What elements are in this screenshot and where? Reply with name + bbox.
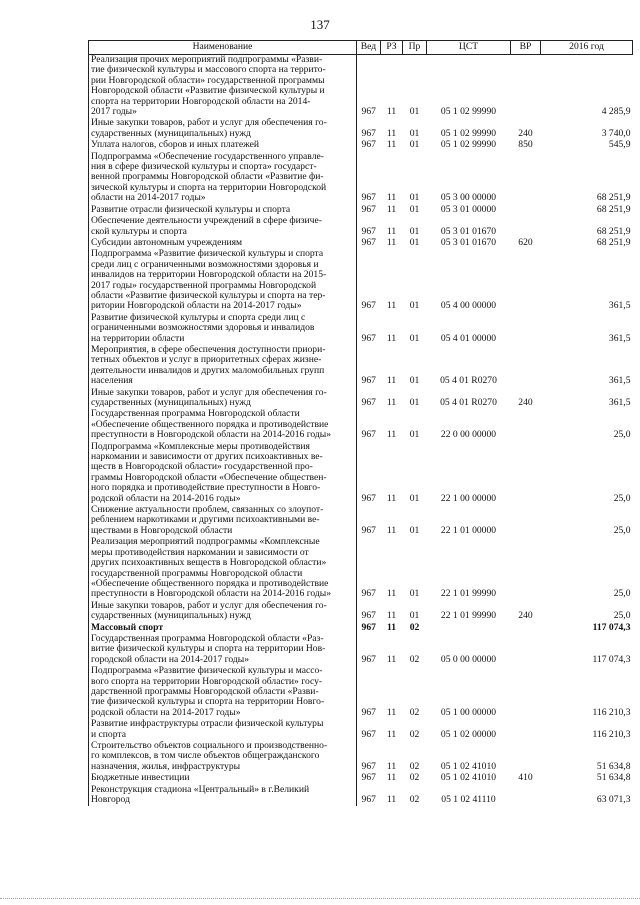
row-pr: 02: [409, 794, 420, 806]
row-name-line: Обеспечение деятельности учреждений в сфере физиче-: [91, 216, 322, 227]
row-sum: 68 251,9: [596, 203, 631, 215]
table-row: [89, 140, 633, 151]
row-ved: 967: [361, 203, 376, 215]
row-ved: 967: [361, 127, 376, 139]
row-vr: [511, 313, 541, 345]
table-row: [89, 773, 633, 784]
row-name-line: реблением наркотиками и другими психоактивными ве-: [91, 515, 320, 526]
row-name: [89, 505, 357, 537]
row-sum: 116 210,3: [592, 706, 631, 718]
table-row: [89, 741, 633, 773]
row-name: [89, 118, 357, 140]
row-ved: 967: [361, 794, 376, 806]
row-pr: 02: [409, 621, 420, 633]
row-cst: 05 4 01 00000: [440, 332, 497, 344]
table-row: [89, 238, 633, 249]
row-vr: [511, 409, 541, 441]
row-vr: [511, 785, 541, 807]
row-vr: [511, 537, 541, 600]
row-name-line: городской области на 2014-2017 годы»: [91, 654, 250, 665]
row-vr: [511, 345, 541, 388]
row-sum: 68 251,9: [596, 192, 631, 204]
row-vr: 240: [518, 127, 533, 139]
row-name-line: назначения, жилья, инфраструктуры: [91, 761, 241, 772]
row-pr: 01: [409, 139, 420, 151]
row-pr: 01: [409, 236, 420, 248]
row-name: [89, 785, 357, 807]
row-rz: 11: [386, 653, 397, 665]
row-name-line: «Обеспечение общественного порядка и противодействие: [91, 419, 329, 430]
row-name-line: наркомании и зависимости от других психоактивных ве-: [91, 452, 323, 463]
row-name: [89, 634, 357, 666]
row-name-line: Развитие отрасли физической культуры и спорта: [91, 204, 291, 215]
row-rz: 11: [386, 621, 397, 633]
row-pr: 01: [409, 332, 420, 344]
row-cst: 05 1 02 99990: [440, 106, 497, 118]
row-name: [89, 152, 357, 205]
row-rz: 11: [386, 492, 397, 504]
row-vr: 240: [518, 397, 533, 408]
row-name-line: Бюджетные инвестиции: [91, 773, 190, 784]
row-name-line: ществ в Новгородской области» государственной про-: [91, 462, 313, 473]
row-name: [89, 140, 357, 151]
table-row: [89, 601, 633, 623]
row-cst: 22 1 01 00000: [440, 524, 497, 536]
table-row: [89, 205, 633, 216]
row-ved: 967: [361, 524, 376, 536]
row-name-line: Развитие физической культуры и спорта среди лиц с: [91, 312, 306, 323]
row-ved: 967: [361, 139, 376, 151]
row-cst: 05 1 02 41010: [440, 760, 497, 772]
row-rz: 11: [386, 375, 397, 387]
table-row: [89, 623, 633, 634]
row-vr: [511, 152, 541, 205]
row-pr: 01: [409, 203, 420, 215]
row-rz: 11: [386, 127, 397, 139]
header-pr: Пр: [403, 41, 427, 55]
page-number: 137: [310, 17, 330, 32]
table-row: [89, 55, 633, 119]
row-name-line: 2017 годы»: [91, 107, 137, 118]
table-row: [89, 152, 633, 205]
budget-table: [88, 40, 633, 806]
row-name: [89, 719, 357, 741]
row-name-line: сударственных (муниципальных) нужд: [91, 398, 251, 408]
row-name: [89, 773, 357, 784]
row-cst: 05 1 02 41110: [441, 794, 496, 806]
row-name-line: ограниченными возможностями здоровья и инвалидов: [91, 323, 315, 334]
row-cst: 22 1 00 00000: [440, 492, 497, 504]
row-vr: 850: [518, 139, 533, 151]
row-rz: 11: [386, 588, 397, 600]
row-name-line: ской культуры и спорта: [91, 226, 187, 237]
row-name-line: родской области на 2014-2016 годы»: [91, 493, 241, 504]
table-row: [89, 785, 633, 807]
table-row: [89, 537, 633, 600]
table-row: [89, 313, 633, 345]
row-vr: [511, 205, 541, 216]
row-name-line: области «Развитие физической культуры и спорта на тер-: [91, 290, 326, 301]
row-name-line: родской области на 2014-2017 годы»: [91, 707, 241, 718]
table-row: [89, 118, 633, 140]
row-ved: 967: [361, 621, 376, 633]
row-rz: 11: [386, 706, 397, 718]
row-sum: 361,5: [608, 397, 631, 408]
row-ved: 967: [361, 236, 376, 248]
header-ved: Вед: [357, 41, 381, 55]
row-name-line: витие физической культуры и спорта на территории Нов-: [91, 644, 326, 655]
row-name-line: деятельности инвалидов и других маломобильных групп: [91, 365, 325, 376]
row-ved: 967: [361, 192, 376, 204]
row-pr: 01: [409, 588, 420, 600]
row-pr: 01: [409, 127, 420, 139]
row-name: [89, 741, 357, 773]
row-pr: 01: [409, 492, 420, 504]
row-name-line: граммы Новгородской области «Обеспечение обществен-: [91, 472, 327, 483]
row-rz: 11: [386, 139, 397, 151]
row-ved: 967: [361, 728, 376, 740]
table-header-row: [89, 41, 633, 55]
row-name-line: Уплата налогов, сборов и иных платежей: [91, 140, 260, 151]
row-name-line: зической культуры и спорта на территории Новгородской: [91, 182, 327, 193]
row-name-line: тетных объектов и услуг в приоритетных сферах жизне-: [91, 355, 322, 366]
row-name-line: дарственной программы Новгородской области «Разви-: [91, 686, 319, 697]
row-name-line: Подпрограмма «Развитие физической культуры и массо-: [91, 666, 323, 677]
row-ved: 967: [361, 300, 376, 312]
row-rz: 11: [386, 236, 397, 248]
header-year: 2016 год: [541, 41, 633, 55]
row-rz: 11: [386, 106, 397, 118]
row-sum: 117 074,3: [592, 621, 631, 633]
table-row: [89, 442, 633, 505]
row-name-line: Иные закупки товаров, работ и услуг для обеспечения го-: [91, 387, 327, 398]
row-vr: [511, 249, 541, 312]
row-vr: [511, 719, 541, 741]
row-pr: 01: [409, 397, 420, 408]
row-vr: [511, 741, 541, 773]
row-name: [89, 205, 357, 216]
row-sum: 116 210,3: [592, 728, 631, 740]
row-name-line: преступности в Новгородской области на 2014-2016 годы»: [91, 430, 332, 441]
row-name: [89, 537, 357, 600]
row-cst: 05 1 02 99990: [440, 127, 497, 139]
row-name: [89, 345, 357, 388]
row-name-line: ния в сфере физической культуры и спорта» государст-: [91, 162, 317, 173]
row-name-line: Реализация прочих мероприятий подпрограммы «Разви-: [91, 55, 323, 65]
row-rz: 11: [386, 524, 397, 536]
row-vr: 240: [518, 610, 533, 622]
row-cst: 05 4 00 00000: [440, 300, 497, 312]
row-cst: 05 3 01 01670: [440, 225, 497, 237]
row-name: [89, 55, 357, 119]
header-vr: ВР: [511, 41, 541, 55]
row-cst: 05 3 01 00000: [440, 203, 497, 215]
row-ved: 967: [361, 492, 376, 504]
row-name-line: ного порядка и противодействие преступности в Новго-: [91, 483, 321, 494]
row-cst: 22 1 01 99990: [440, 610, 497, 622]
row-pr: 01: [409, 192, 420, 204]
row-name: [89, 238, 357, 249]
row-name-line: Подпрограмма «Комплексные меры противодействия: [91, 441, 310, 452]
row-rz: 11: [386, 794, 397, 806]
row-vr: [511, 442, 541, 505]
row-cst: 05 4 01 R0270: [440, 375, 497, 387]
row-name-line: вого спорта на территории Новгородской области» госу-: [91, 676, 323, 687]
row-sum: 68 251,9: [596, 225, 631, 237]
row-cst: [427, 623, 511, 634]
row-name-line: и спорта: [91, 729, 126, 740]
row-name-line: Новгород: [91, 795, 130, 806]
row-name-line: Государственная программа Новгородской области: [91, 409, 300, 420]
row-name: [89, 623, 357, 634]
row-sum: 117 074,3: [592, 653, 631, 665]
row-rz: 11: [386, 429, 397, 441]
row-name: [89, 216, 357, 238]
row-name-line: меры противодействия наркомании и зависимости от: [91, 547, 309, 558]
row-name-line: Реконструкция стадиона «Центральный» в г.Великий: [91, 784, 310, 795]
row-rz: 11: [386, 300, 397, 312]
row-sum: 361,5: [608, 300, 631, 312]
table-row: [89, 388, 633, 410]
row-vr: 620: [518, 236, 533, 248]
row-name-line: других психоактивных веществ в Новгородской области»: [91, 558, 327, 569]
row-name-line: Иные закупки товаров, работ и услуг для обеспечения го-: [91, 600, 327, 611]
row-rz: 11: [386, 332, 397, 344]
row-pr: 02: [409, 728, 420, 740]
row-sum: 68 251,9: [596, 236, 631, 248]
row-sum: 4 285,9: [601, 106, 631, 118]
row-pr: 01: [409, 300, 420, 312]
row-name-line: «Обеспечение общественного порядка и противодействие: [91, 578, 329, 589]
row-cst: 05 4 01 R0270: [440, 397, 497, 408]
row-name-line: Иные закупки товаров, работ и услуг для обеспечения го-: [91, 118, 327, 129]
row-rz: 11: [386, 192, 397, 204]
row-name-line: 2017 годы» государственной программы Новгородской: [91, 280, 317, 291]
scan-edge-line: [0, 898, 640, 905]
row-cst: 22 1 01 99990: [440, 588, 497, 600]
row-cst: 05 3 00 00000: [440, 192, 497, 204]
row-cst: 05 1 02 00000: [440, 728, 497, 740]
row-name-line: Снижение актуальности проблем, связанных со злоупот-: [91, 505, 324, 516]
row-name-line: Новгородской области «Развитие физической культуры и: [91, 86, 325, 97]
row-name: [89, 313, 357, 345]
row-name-line: преступности в Новгородской области на 2014-2016 годы»: [91, 589, 332, 600]
row-ved: 967: [361, 225, 376, 237]
row-pr: 01: [409, 524, 420, 536]
row-cst: 05 1 02 99990: [440, 139, 497, 151]
row-vr: [511, 623, 541, 634]
header-rz: РЗ: [381, 41, 403, 55]
table-row: [89, 345, 633, 388]
row-name-line: государственной программы Новгородской области: [91, 568, 303, 579]
row-ved: 967: [361, 332, 376, 344]
table-row: [89, 505, 633, 537]
row-ved: 967: [361, 429, 376, 441]
row-name-line: Государственная программа Новгородской области «Раз-: [91, 633, 324, 644]
row-name-line: ритории Новгородской области на 2014-2017 годы»: [91, 301, 302, 312]
row-name-line: Развитие инфраструктуры отрасли физической культуры: [91, 719, 324, 730]
table-row: [89, 719, 633, 741]
row-sum: 361,5: [608, 332, 631, 344]
row-sum: 51 634,8: [596, 760, 631, 772]
row-vr: 410: [518, 772, 533, 784]
row-vr: [511, 505, 541, 537]
row-name-line: ществами в Новгородской области: [91, 525, 233, 536]
table-body: [89, 55, 633, 807]
row-ved: 967: [361, 610, 376, 622]
row-vr: [511, 216, 541, 238]
row-name-line: Мероприятия, в сфере обеспечения доступности приори-: [91, 344, 326, 355]
row-pr: 02: [409, 760, 420, 772]
row-pr: 01: [409, 610, 420, 622]
row-name-line: Массовый спорт: [91, 622, 164, 633]
row-ved: 967: [361, 653, 376, 665]
row-rz: 11: [386, 225, 397, 237]
row-name-line: Подпрограмма «Развитие физической культуры и спорта: [91, 249, 324, 260]
row-sum: 361,5: [608, 375, 631, 387]
row-rz: 11: [386, 728, 397, 740]
table-row: [89, 249, 633, 312]
row-ved: 967: [361, 706, 376, 718]
row-name-line: сударственных (муниципальных) нужд: [91, 128, 251, 139]
row-rz: 11: [386, 760, 397, 772]
row-vr: [511, 55, 541, 119]
row-sum: 3 740,0: [601, 127, 631, 139]
row-vr: [511, 634, 541, 666]
header-name: Наименование: [89, 41, 357, 55]
row-pr: 01: [409, 225, 420, 237]
row-name-line: тие физической культуры и спорта на территории Новго-: [91, 697, 325, 708]
row-rz: 11: [386, 397, 397, 408]
row-pr: 02: [409, 772, 420, 784]
row-name-line: на территории области: [91, 333, 185, 344]
row-cst: 05 1 02 41010: [440, 772, 497, 784]
row-cst: 05 1 00 00000: [440, 706, 497, 718]
row-ved: 967: [361, 588, 376, 600]
row-cst: 05 0 00 00000: [440, 653, 497, 665]
row-ved: 967: [361, 760, 376, 772]
row-ved: 967: [361, 375, 376, 387]
row-rz: 11: [386, 772, 397, 784]
row-pr: 01: [409, 429, 420, 441]
row-sum: 25,0: [613, 610, 631, 622]
row-sum: 51 634,8: [596, 772, 631, 784]
row-name-line: Реализация мероприятий подпрограммы «Комплексные: [91, 537, 320, 548]
row-name: [89, 666, 357, 719]
row-ved: 967: [361, 106, 376, 118]
row-name-line: Подпрограмма «Обеспечение государственного управле-: [91, 151, 324, 162]
row-name-line: рии Новгородской области» государственной программы: [91, 75, 325, 86]
row-sum: 25,0: [613, 492, 631, 504]
row-name-line: Субсидии автономным учреждениям: [91, 237, 243, 248]
row-name: [89, 249, 357, 312]
row-rz: 11: [386, 610, 397, 622]
row-name: [89, 442, 357, 505]
row-sum: 25,0: [613, 429, 631, 441]
row-name-line: среди лиц с ограниченными возможностями здоровья и: [91, 259, 319, 270]
row-pr: 01: [409, 375, 420, 387]
table-row: [89, 634, 633, 666]
table-row: [89, 666, 633, 719]
row-name-line: инвалидов на территории Новгородской области на 2015-: [91, 270, 327, 281]
row-name-line: спорта на территории Новгородской области на 2014-: [91, 96, 311, 107]
row-sum: 25,0: [613, 524, 631, 536]
row-name-line: области на 2014-2017 годы»: [91, 193, 206, 204]
row-ved: 967: [361, 397, 376, 408]
row-name-line: Строительство объектов социального и производственно-: [91, 741, 328, 751]
row-name: [89, 601, 357, 623]
row-name-line: го комплексов, в том числе объектов общегражданского: [91, 751, 320, 762]
row-sum: 25,0: [613, 588, 631, 600]
row-pr: 02: [409, 653, 420, 665]
row-cst: 22 0 00 00000: [440, 429, 497, 441]
row-name-line: населения: [91, 376, 133, 387]
row-pr: 02: [409, 706, 420, 718]
row-name-line: венной программы Новгородской области «Развитие фи-: [91, 172, 324, 183]
row-sum: 545,9: [608, 139, 631, 151]
row-pr: 01: [409, 106, 420, 118]
table-row: [89, 409, 633, 441]
row-sum: 63 071,3: [596, 794, 631, 806]
row-vr: [511, 666, 541, 719]
row-name: [89, 409, 357, 441]
row-name: [89, 388, 357, 410]
row-cst: 05 3 01 01670: [440, 236, 497, 248]
row-ved: 967: [361, 772, 376, 784]
header-cst: ЦСТ: [427, 41, 511, 55]
row-name-line: тие физической культуры и массового спорта на террито-: [91, 65, 326, 76]
row-rz: 11: [386, 203, 397, 215]
table-row: [89, 216, 633, 238]
row-name-line: сударственных (муниципальных) нужд: [91, 611, 251, 622]
